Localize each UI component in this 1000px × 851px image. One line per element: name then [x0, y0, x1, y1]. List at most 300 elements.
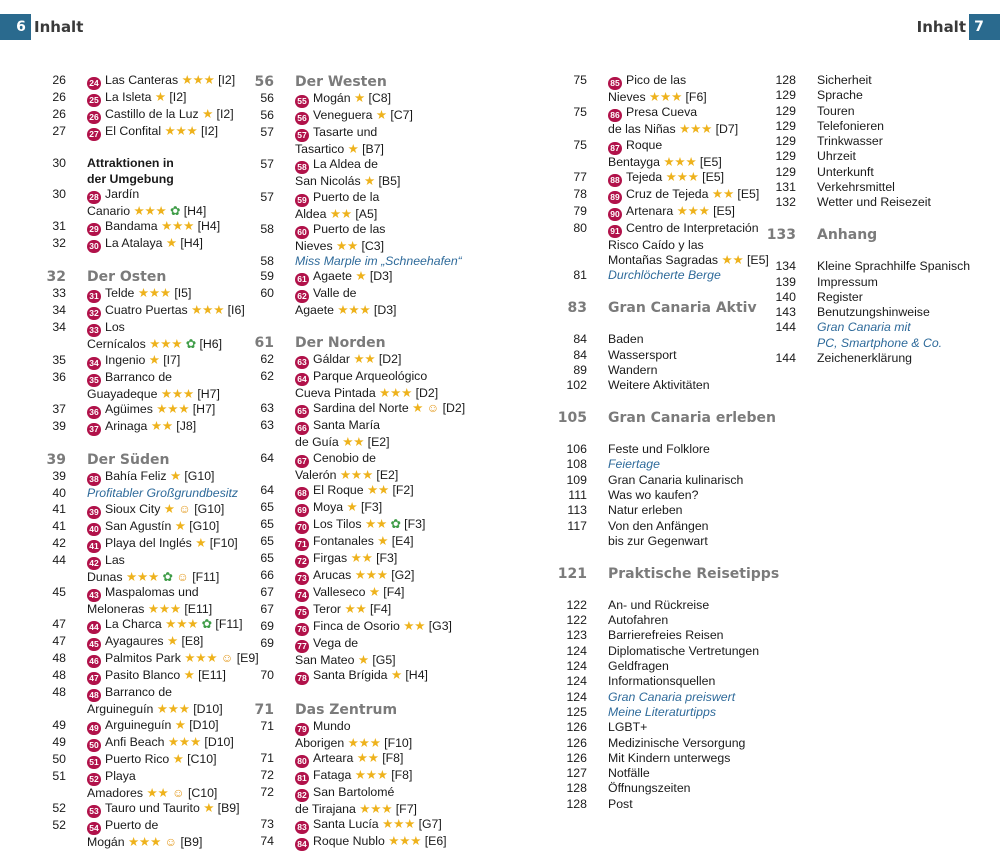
page-number: 73: [260, 817, 274, 832]
star-rating-icon: ★★: [711, 186, 734, 201]
toc-entry: [555, 736, 779, 751]
page-number: 39: [46, 452, 66, 469]
toc-entry: [555, 598, 779, 613]
entry-title: Sioux City: [105, 501, 161, 516]
entry-title: Gran Canaria kulinarisch: [608, 472, 744, 487]
star-rating-icon: ★★: [146, 785, 169, 800]
page-number: 63: [260, 401, 274, 416]
entry-title: Vega de: [313, 635, 359, 650]
page-number: 129: [775, 134, 796, 149]
entry-text: [587, 363, 657, 378]
entry-text: [66, 617, 243, 634]
entry-title: Agaete: [295, 303, 334, 318]
entry-title: Dunas: [87, 569, 123, 584]
page-number: 77: [573, 169, 587, 184]
entry-title: Veneguera: [313, 108, 373, 122]
place-number-marker: 67: [295, 455, 309, 468]
place-number-marker: 58: [295, 161, 309, 174]
entry-title: Cruz de Tejeda: [626, 186, 709, 201]
toc-entry: [40, 769, 259, 786]
toc-entry: [250, 602, 465, 619]
toc-entry: [555, 488, 779, 503]
entry-title: Telefonieren: [817, 118, 884, 133]
page-number: [40, 602, 66, 617]
page-number: 129: [775, 88, 796, 103]
map-grid-reference: [C8]: [368, 91, 392, 105]
page-number: [250, 142, 274, 157]
entry-text: [796, 351, 912, 366]
toc-entry: [250, 636, 465, 653]
place-number-marker: 49: [87, 722, 101, 735]
star-rating-icon: ★★★: [156, 402, 190, 417]
toc-entry: [40, 536, 259, 553]
entry-text: [796, 290, 863, 305]
entry-title: Tasarte und: [313, 125, 378, 139]
entry-text: [274, 619, 452, 636]
page-number: 37: [52, 402, 66, 417]
entry-title: Medizinische Versorgung: [608, 735, 746, 750]
section-heading: [250, 334, 465, 352]
place-number-marker: 27: [87, 128, 101, 141]
page-number: [250, 303, 274, 318]
nature-icon: ✿: [390, 516, 401, 531]
entry-text: [587, 565, 779, 583]
toc-entry: [40, 553, 259, 570]
nature-icon: ✿: [170, 203, 181, 218]
map-grid-reference: [B7]: [362, 142, 384, 156]
entry-title: Canario: [87, 203, 131, 218]
entry-title: An- und Rückreise: [608, 597, 710, 612]
star-rating-icon: ★: [163, 501, 175, 516]
place-number-marker: 75: [295, 606, 309, 619]
place-number-marker: 44: [87, 621, 101, 634]
map-grid-reference: [F2]: [392, 482, 414, 497]
place-number-marker: 29: [87, 223, 101, 236]
entry-title: Bahía Feliz: [105, 469, 167, 484]
place-number-marker: 84: [295, 838, 309, 851]
entry-title: Gran Canaria mit: [817, 320, 911, 335]
toc-entry: [250, 352, 465, 369]
toc-entry: [555, 534, 779, 549]
star-rating-icon: ★★★: [339, 467, 373, 482]
entry-title: Unterkunft: [817, 164, 874, 179]
toc-entry: [250, 269, 465, 286]
entry-text: [274, 125, 377, 142]
entry-text: [587, 409, 776, 427]
entry-title: Sicherheit: [817, 73, 872, 87]
page-number: 48: [52, 668, 66, 683]
entry-title: Parque Arqueológico: [313, 369, 428, 384]
toc-entry: [40, 502, 259, 519]
map-grid-reference: [D3]: [369, 269, 393, 284]
star-rating-icon: ★: [172, 751, 184, 766]
page-number: 78: [573, 186, 587, 201]
spacer: [555, 427, 779, 442]
toc-entry: [764, 149, 970, 164]
page-number: 72: [260, 784, 274, 799]
star-rating-icon: ★: [169, 469, 181, 484]
entry-text: [274, 768, 412, 785]
page-number: 49: [52, 717, 66, 732]
page-number: 143: [775, 305, 796, 320]
toc-entry: [250, 500, 465, 517]
toc-entry: [40, 818, 259, 835]
page-number: [250, 207, 274, 222]
entry-title: Roque: [626, 137, 663, 152]
toc-entry: [40, 718, 259, 735]
map-grid-reference: [E2]: [376, 467, 399, 482]
entry-title: Wetter und Reisezeit: [817, 195, 931, 210]
map-grid-reference: [E2]: [367, 435, 390, 450]
entry-text: [274, 418, 380, 435]
page-number: 83: [567, 300, 587, 317]
entry-text: [587, 268, 721, 283]
entry-text: [66, 107, 234, 124]
page-number: 75: [573, 105, 587, 120]
map-grid-reference: [D7]: [715, 122, 739, 137]
map-grid-reference: [I2]: [218, 73, 236, 87]
toc-entry: [250, 802, 465, 817]
entry-title: Wandern: [608, 362, 658, 377]
entry-title: Agaete: [313, 269, 352, 284]
page-number: 41: [52, 518, 66, 533]
entry-title: Amadores: [87, 785, 144, 800]
left-page-header: [0, 14, 83, 40]
star-rating-icon: ★★★: [676, 203, 710, 218]
page-number: 108: [566, 457, 587, 472]
toc-entry: [555, 122, 779, 137]
star-rating-icon: ★★★: [133, 203, 167, 218]
place-number-marker: 79: [295, 723, 309, 736]
star-rating-icon: ★: [183, 668, 195, 683]
page-number: 140: [775, 289, 796, 304]
page-number: [40, 387, 66, 402]
page-number: 111: [568, 488, 587, 503]
star-rating-icon: ★: [174, 518, 186, 533]
toc-entry: [555, 690, 779, 705]
toc-entry: [555, 457, 779, 472]
star-rating-icon: ★★★: [160, 386, 194, 401]
entry-text: [274, 736, 412, 751]
page-number: 89: [573, 362, 587, 377]
entry-text: [66, 668, 226, 685]
page-number: 71: [260, 718, 274, 733]
map-grid-reference: [I2]: [169, 90, 187, 104]
page-number: 65: [260, 533, 274, 548]
page-number: 31: [52, 219, 66, 234]
map-grid-reference: [G5]: [372, 652, 396, 667]
page-number: 64: [260, 450, 274, 465]
toc-entry: [555, 105, 779, 122]
toc-entry: [764, 104, 970, 119]
star-rating-icon: ★★★: [649, 90, 683, 104]
toc-entry: [555, 473, 779, 488]
entry-text: [796, 180, 895, 195]
toc-entry: [40, 570, 259, 585]
entry-title: San Agustín: [105, 518, 172, 533]
entry-title: de Guía: [295, 435, 339, 450]
entry-title: Nieves: [608, 90, 646, 104]
toc-entry: [250, 451, 465, 468]
entry-text: [274, 286, 357, 303]
nature-icon: ✿: [185, 337, 197, 352]
entry-text: [587, 659, 669, 674]
toc-entry: [764, 134, 970, 149]
entry-text: [274, 500, 382, 517]
star-rating-icon: ★: [154, 90, 166, 104]
page-number: 65: [260, 516, 274, 531]
entry-title: Maspalomas und: [105, 584, 199, 599]
page-number: 47: [52, 617, 66, 632]
star-rating-icon: ★: [412, 401, 424, 416]
toc-entry: [250, 303, 465, 318]
star-rating-icon: ★★: [721, 253, 744, 268]
entry-title: La Atalaya: [105, 236, 163, 251]
page-number: 39: [52, 469, 66, 484]
place-number-marker: 60: [295, 226, 309, 239]
entry-text: [66, 219, 220, 236]
page-number: 62: [260, 369, 274, 384]
toc-entry: [250, 91, 465, 108]
entry-text: [587, 299, 757, 317]
star-rating-icon: ★: [174, 717, 186, 732]
spacer: [555, 317, 779, 332]
page-number: 71: [254, 701, 274, 718]
page-number: 57: [260, 157, 274, 172]
page-number: [555, 122, 587, 137]
entry-title: Castillo de la Luz: [105, 107, 199, 121]
spacer: [764, 211, 970, 226]
entry-title: Los Tilos: [313, 516, 362, 531]
entry-text: [66, 735, 234, 752]
entry-text: [587, 332, 644, 347]
toc-entry: [764, 275, 970, 290]
page-number: 102: [566, 378, 587, 393]
toc-entry: [555, 766, 779, 781]
place-number-marker: 74: [295, 589, 309, 602]
entry-title: Bandama: [105, 219, 158, 234]
entry-title: Post: [608, 796, 633, 811]
place-number-marker: 56: [295, 112, 309, 125]
entry-title: Benutzungshinweise: [817, 305, 930, 320]
page-number: 65: [260, 550, 274, 565]
spacer: [555, 583, 779, 598]
entry-title: Centro de Interpretación: [626, 220, 759, 235]
toc-entry: [555, 378, 779, 393]
toc-entry: [250, 254, 465, 269]
page-number: 59: [260, 269, 274, 284]
star-rating-icon: ★: [355, 269, 367, 284]
map-grid-reference: [C10]: [187, 785, 218, 800]
entry-text: [587, 378, 710, 393]
map-grid-reference: [E5]: [746, 253, 769, 268]
entry-text: [66, 585, 199, 602]
toc-entry: [555, 268, 779, 283]
page-number: 47: [52, 634, 66, 649]
entry-title: Von den Anfängen: [608, 518, 709, 533]
place-number-marker: 53: [87, 805, 101, 818]
entry-text: [274, 802, 417, 817]
toc-entry: [555, 332, 779, 347]
place-number-marker: 46: [87, 655, 101, 668]
entry-title: Palmitos Park: [105, 651, 181, 666]
entry-title: Valerón: [295, 467, 337, 482]
entry-text: [274, 334, 386, 352]
star-rating-icon: ★★: [367, 482, 390, 497]
map-grid-reference: [I5]: [174, 286, 192, 301]
page-number: 34: [52, 303, 66, 318]
entry-title: Tasartico: [295, 142, 345, 156]
page-number: 133: [766, 226, 796, 243]
toc-entry: [764, 320, 970, 335]
toc-entry: [250, 468, 465, 483]
star-rating-icon: ★: [202, 107, 214, 121]
page-number: 75: [573, 137, 587, 152]
star-rating-icon: ★★★: [337, 303, 371, 318]
entry-title: Informationsquellen: [608, 674, 716, 689]
spacer: [40, 253, 259, 268]
entry-text: [796, 73, 872, 88]
map-grid-reference: [D3]: [373, 303, 397, 318]
section-heading: [555, 409, 779, 427]
page-number: 30: [52, 186, 66, 201]
place-number-marker: 28: [87, 191, 101, 204]
map-grid-reference: [C7]: [390, 108, 413, 122]
entry-text: [66, 752, 217, 769]
place-number-marker: 83: [295, 821, 309, 834]
toc-entry: [40, 419, 259, 436]
entry-title: Wassersport: [608, 347, 677, 362]
entry-title: Puerto Rico: [105, 751, 170, 766]
entry-title: Cernícalos: [87, 337, 146, 352]
toc-entry: [555, 503, 779, 518]
place-number-marker: 72: [295, 555, 309, 568]
place-number-marker: 55: [295, 95, 309, 108]
entry-title: Artenara: [626, 203, 674, 218]
page-number: 26: [52, 107, 66, 121]
entry-text: [274, 636, 358, 653]
entry-title: Arguineguín: [87, 702, 154, 717]
map-grid-reference: [E11]: [184, 601, 213, 616]
toc-entry: [250, 386, 465, 401]
place-number-marker: 32: [87, 307, 101, 320]
toc-entry: [250, 736, 465, 751]
entry-text: [274, 207, 377, 222]
entry-text: [587, 613, 668, 628]
toc-entry: [40, 702, 259, 717]
entry-text: [274, 401, 465, 418]
entry-text: [274, 369, 427, 386]
left-page-number: 6: [0, 14, 31, 40]
entry-text: [66, 835, 202, 850]
map-grid-reference: [D2]: [378, 352, 402, 367]
toc-entry: [555, 348, 779, 363]
entry-title: Santa Brígida: [313, 668, 388, 683]
page-number: 33: [52, 286, 66, 301]
page-number: [250, 239, 274, 254]
map-grid-reference: [F3]: [360, 499, 383, 514]
page-number: [764, 336, 796, 351]
page-number: 84: [573, 332, 587, 347]
page-number: 69: [260, 635, 274, 650]
page-number: 124: [566, 689, 587, 704]
toc-entry: [40, 156, 259, 171]
toc-entry: [555, 238, 779, 253]
entry-text: [274, 352, 401, 369]
page-number: [555, 534, 587, 549]
star-rating-icon: ★★: [364, 516, 388, 531]
page-number: 129: [775, 164, 796, 179]
entry-text: [66, 553, 125, 570]
page-number: 128: [566, 796, 587, 811]
star-rating-icon: ★: [375, 108, 387, 122]
entry-title: Zeichenerklärung: [817, 351, 913, 366]
page-number: 75: [573, 73, 587, 87]
star-rating-icon: ★★: [356, 750, 379, 765]
entry-text: [274, 174, 400, 189]
page-number: 72: [260, 767, 274, 782]
toc-column-3: [555, 73, 779, 812]
page-number: 63: [260, 418, 274, 433]
map-grid-reference: [E9]: [236, 651, 259, 666]
entry-title: der Umgebung: [87, 171, 174, 186]
page-number: [250, 802, 274, 817]
toc-column-4: [764, 73, 970, 366]
page-number: 124: [566, 643, 587, 658]
entry-text: [274, 254, 462, 269]
toc-entry: [250, 751, 465, 768]
entry-text: [66, 402, 215, 419]
entry-title: Bentayga: [608, 154, 660, 169]
entry-text: [66, 602, 212, 617]
star-rating-icon: ★★★: [379, 386, 413, 401]
toc-entry: [764, 195, 970, 210]
entry-title: Durchlöcherte Berge: [608, 268, 721, 283]
entry-title: Las: [105, 552, 125, 567]
map-grid-reference: [H7]: [192, 402, 216, 417]
entry-text: [274, 653, 396, 668]
page-number: 56: [260, 91, 274, 105]
map-grid-reference: [E5]: [713, 203, 735, 218]
toc-entry: [555, 628, 779, 643]
toc-entry: [250, 174, 465, 189]
page-number: 30: [52, 156, 66, 171]
entry-title: LGBT+: [608, 720, 648, 735]
place-number-marker: 48: [87, 689, 101, 702]
place-number-marker: 66: [295, 422, 309, 435]
star-rating-icon: ★★★: [354, 567, 388, 582]
entry-title: Puerto de la: [313, 189, 380, 204]
toc-entry: [555, 155, 779, 170]
page-number: 61: [254, 335, 274, 352]
section-heading: [40, 268, 259, 286]
entry-title: Tauro und Taurito: [105, 800, 200, 815]
entry-title: Fontanales: [313, 533, 374, 548]
entry-text: [66, 204, 206, 219]
entry-title: El Confital: [105, 124, 162, 138]
entry-title: Was wo kaufen?: [608, 488, 699, 503]
place-number-marker: 47: [87, 672, 101, 685]
map-grid-reference: [G10]: [184, 469, 215, 484]
star-rating-icon: ★★★: [137, 286, 171, 301]
entry-text: [66, 320, 125, 337]
toc-entry: [250, 568, 465, 585]
page-number: 57: [260, 125, 274, 139]
entry-title: Anfi Beach: [105, 734, 165, 749]
entry-title: La Aldea de: [313, 157, 378, 172]
entry-title: Cueva Pintada: [295, 386, 376, 401]
entry-text: [66, 502, 224, 519]
